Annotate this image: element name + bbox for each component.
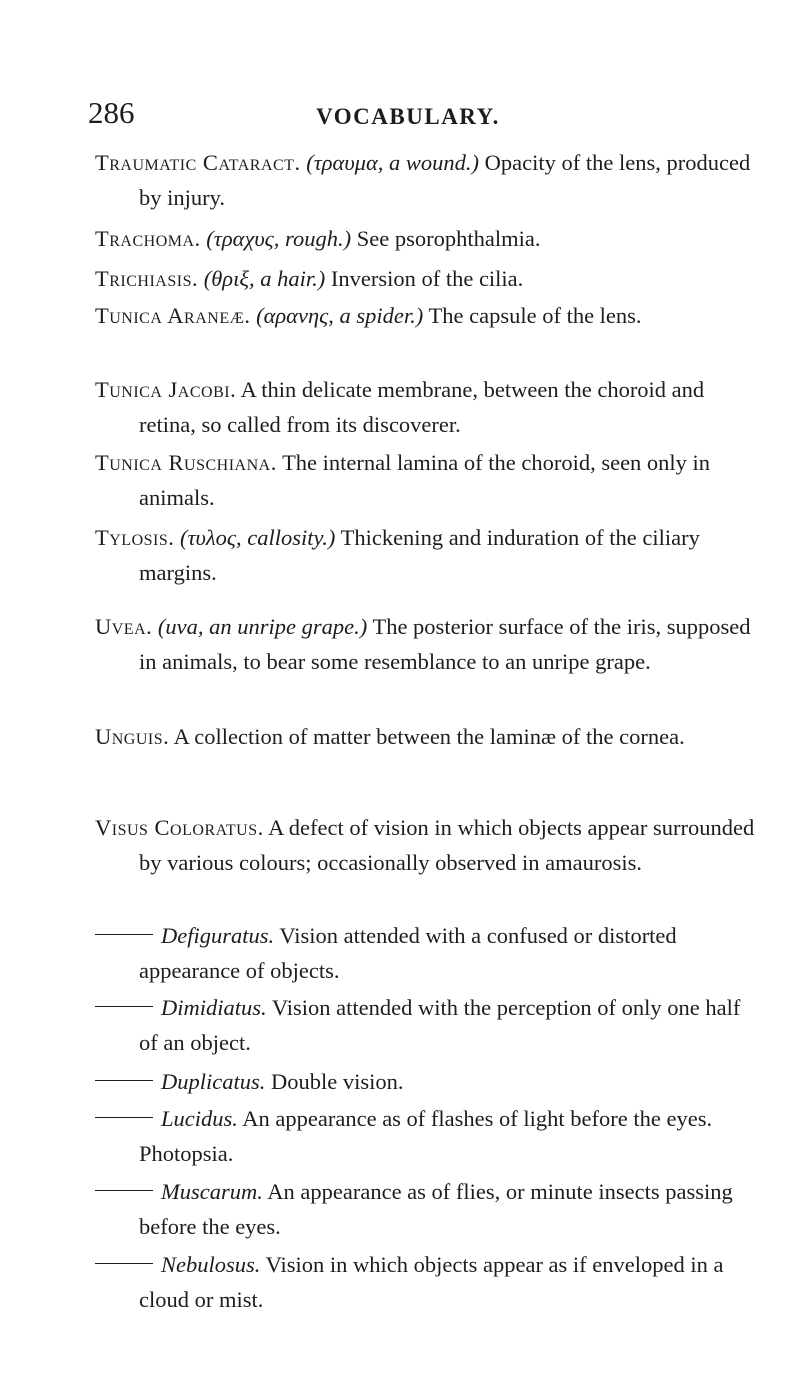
entry-trichiasis	[95, 261, 755, 296]
running-head: VOCABULARY.	[316, 104, 500, 129]
ditto-dash	[95, 1080, 153, 1082]
entry-tunica-jacobi	[95, 372, 755, 442]
entry-term: Tylosis.	[95, 525, 175, 550]
entry-definition: The internal lamina of the choroid, seen only in animals.	[139, 450, 711, 510]
ditto-dash	[95, 1263, 153, 1265]
subentry-muscarum	[95, 1174, 755, 1244]
ditto-dash	[95, 1006, 153, 1008]
entry-definition: See psorophthalmia.	[356, 226, 541, 251]
entry-term: Tunica Araneæ.	[95, 303, 251, 328]
page-header	[88, 96, 728, 136]
entry-etymology: (τραχυς, rough.)	[206, 226, 352, 251]
page-number: 286	[88, 95, 135, 130]
entry-definition: The posterior surface of the iris, supposed in animals, to bear some resemblance to an unripe grape.	[139, 614, 751, 674]
entry-term: Unguis.	[95, 724, 170, 749]
entry-definition: Thickening and induration of the ciliary margins.	[139, 525, 700, 585]
subentry-defiguratus	[95, 918, 755, 988]
entry-etymology: (τυλος, callosity.)	[180, 525, 336, 550]
subentry-definition: An appearance as of flies, or minute insects passing before the eyes.	[139, 1179, 733, 1239]
entry-etymology: (τραυμα, a wound.)	[306, 150, 480, 175]
entry-term: Tunica Ruschiana.	[95, 450, 277, 475]
entry-etymology: (uva, an unripe grape.)	[157, 614, 368, 639]
subentry-lucidus	[95, 1101, 755, 1171]
entry-tylosis	[95, 520, 755, 590]
subentry-term: Muscarum.	[161, 1179, 263, 1204]
entry-uvea	[95, 609, 755, 679]
entry-definition: Opacity of the lens, produced by injury.	[139, 150, 751, 210]
subentry-definition: Double vision.	[271, 1069, 404, 1094]
subentry-duplicatus	[95, 1064, 755, 1099]
entry-unguis	[95, 719, 755, 754]
entry-definition: A thin delicate membrane, between the choroid and retina, so called from its discoverer.	[139, 377, 705, 437]
entry-definition: The capsule of the lens.	[428, 303, 642, 328]
subentry-term: Lucidus.	[161, 1106, 238, 1131]
entry-tunica-araneae	[95, 298, 755, 333]
subentry-term: Dimidiatus.	[161, 995, 267, 1020]
entry-tunica-ruschiana	[95, 445, 755, 515]
entry-definition: Inversion of the cilia.	[330, 266, 524, 291]
subentry-nebulosus	[95, 1247, 755, 1317]
ditto-dash	[95, 934, 153, 936]
subentry-dimidiatus	[95, 990, 755, 1060]
entry-term: Trichiasis.	[95, 266, 199, 291]
entry-trachoma	[95, 221, 755, 256]
entry-etymology: (αραvης, a spider.)	[256, 303, 424, 328]
entry-term: Uvea.	[95, 614, 153, 639]
entry-etymology: (θριξ, a hair.)	[203, 266, 326, 291]
subentry-definition: Vision attended with a confused or distorted appearance of objects.	[139, 923, 677, 983]
subentry-definition: An appearance as of flashes of light before the eyes. Photopsia.	[139, 1106, 713, 1166]
entry-term: Tunica Jacobi.	[95, 377, 237, 402]
ditto-dash	[95, 1190, 153, 1192]
entry-visus-coloratus	[95, 810, 755, 880]
subentry-term: Nebulosus.	[161, 1252, 261, 1277]
subentry-term: Duplicatus.	[161, 1069, 266, 1094]
entry-definition: A collection of matter between the laminæ of the cornea.	[173, 724, 685, 749]
subentry-definition: Vision in which objects appear as if enveloped in a cloud or mist.	[139, 1252, 724, 1312]
entry-definition: A defect of vision in which objects appear surrounded by various colours; occasionally observed in amaurosis.	[139, 815, 755, 875]
entry-term: Traumatic Cataract.	[95, 150, 301, 175]
ditto-dash	[95, 1117, 153, 1119]
entry-term: Trachoma.	[95, 226, 201, 251]
entry-term: Visus Coloratus.	[95, 815, 264, 840]
entry-traumatic-cataract	[95, 145, 755, 215]
subentry-term: Defiguratus.	[161, 923, 275, 948]
subentry-definition: Vision attended with the perception of only one half of an object.	[139, 995, 741, 1055]
